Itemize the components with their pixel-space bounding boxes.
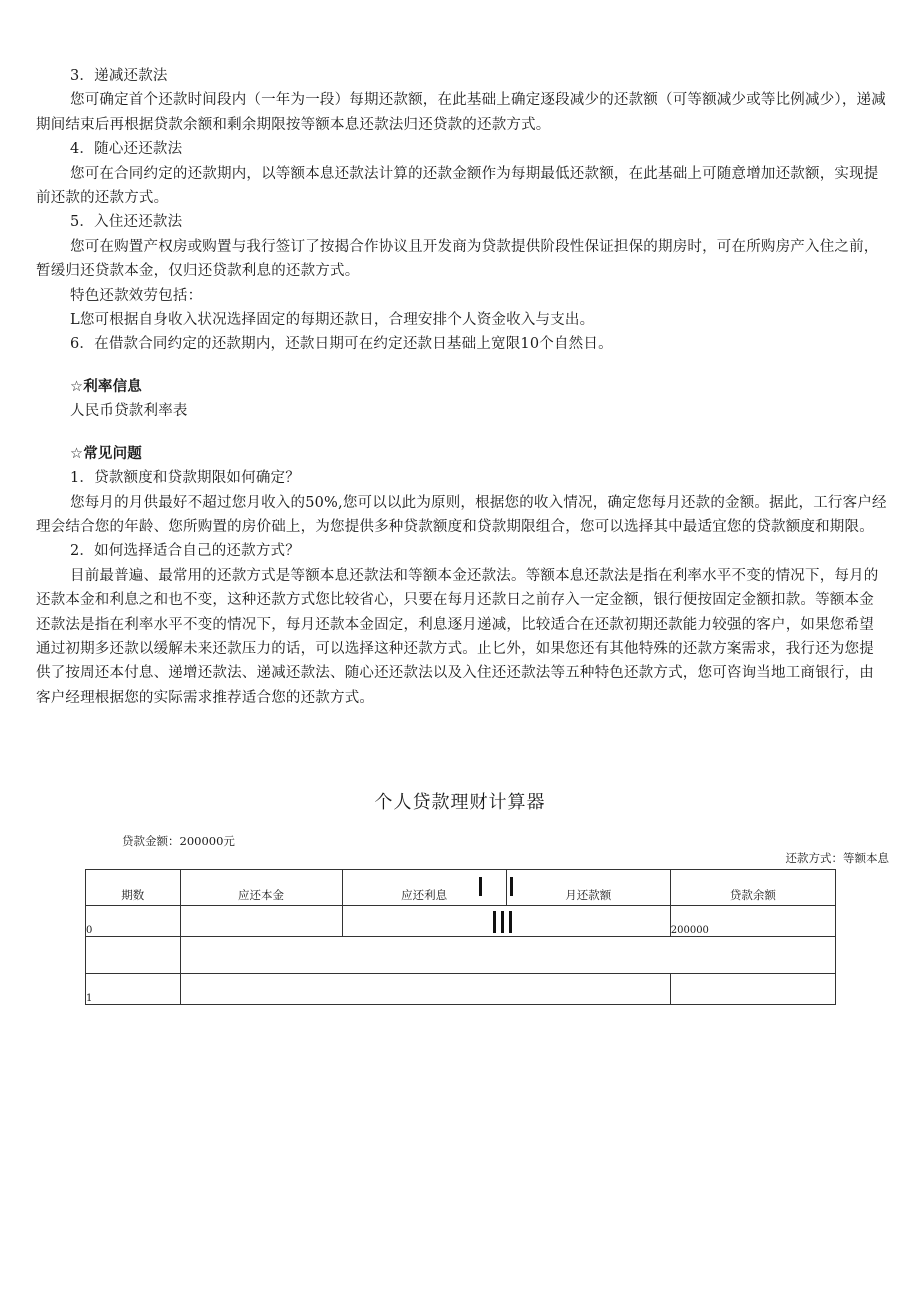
col-interest: 应还利息 xyxy=(342,870,506,906)
col-principal: 应还本金 xyxy=(180,870,342,906)
row0-principal xyxy=(180,906,342,937)
row1-period: 1 xyxy=(86,974,181,1005)
row1-balance xyxy=(670,974,835,1005)
scan-mark xyxy=(479,877,482,896)
faq-heading: ☆常见问题 xyxy=(70,445,142,462)
table-row xyxy=(86,937,836,974)
repay-method-label: 还款方式：等额本息 xyxy=(785,851,889,865)
blank-period xyxy=(86,937,181,974)
faq2-answer: 目前最普遍、最常用的还款方式是等额本息还款法和等额本金还款法。等额本息还款法是指在利率水平不变的情况下，每月的还款本金和利息之和也不变，这种还款方式您比较省心，只要在每月还款日之前存入一定金额，银行便按固定金额扣款。等额本金还款法是指在利率水平不变的情况下，每月还款本金固定，利息逐月递减，比较适合在还款初期还款能力较强的客户，如果您希望通过初期多还款以缓解未来还款压力的话，可以选择这种还款方式。止匕外，如果您还有其他特殊的还款方案需求，我行还为您提供了按周还本付息、递增还款法、递减还款法、随心还还款法以及入住还还款法等五种特色还款方式，您可咨询当地工商银行，由客户经理根据您的实际需求推荐适合您的还款方式。 xyxy=(36,567,879,706)
rate-info-heading: ☆利率信息 xyxy=(70,378,142,395)
col-period: 期数 xyxy=(86,870,181,906)
table-row xyxy=(86,974,836,1005)
method3-text: 您可确定首个还款时间段内（一年为一段）每期还款额，在此基础上确定逐段减少的还款额（可等额减少或等比例减少），递减期间结束后再根据贷款余额和剩余期限按等额本息还款法归还贷款的还款方式。 xyxy=(36,92,886,133)
row0-interest-payment xyxy=(342,906,670,937)
row1-merged-cell xyxy=(180,974,670,1005)
repayment-table xyxy=(85,869,836,1005)
blank-merged-cell xyxy=(180,937,836,974)
col-balance: 贷款余额 xyxy=(670,870,835,906)
calculator-title: 个人贷款理财计算器 xyxy=(374,792,546,813)
method3-title: 3．递减还款法 xyxy=(70,68,168,84)
table-header-row xyxy=(86,870,836,906)
feature-item-1: L您可根据自身收入状况选择固定的每期还款日，合理安排个人资金收入与支出。 xyxy=(70,312,595,329)
rate-table-link[interactable]: 人民币贷款利率表 xyxy=(70,403,188,420)
loan-amount-label: 贷款金额：200000元 xyxy=(122,834,235,848)
scan-mark xyxy=(493,911,496,933)
scan-mark xyxy=(501,911,504,933)
method4-text: 您可在合同约定的还款期内，以等额本息还款法计算的还款金额作为每期最低还款额，在此基础上可随意增加还款额，实现提前还款的还款方式。 xyxy=(36,165,879,207)
scan-mark xyxy=(510,877,513,896)
features-title: 特色还款效劳包括： xyxy=(70,287,203,304)
document-body xyxy=(36,64,888,710)
scan-mark xyxy=(509,911,512,933)
feature-item-2: 6．在借款合同约定的还款期内，还款日期可在约定还款日基础上宽限10个自然日。 xyxy=(70,336,613,353)
col-monthly-payment: 月还款额 xyxy=(506,870,670,906)
method5-title: 5．入住还还款法 xyxy=(70,214,183,231)
faq2-question: 2．如何选择适合自己的还款方式？ xyxy=(70,543,300,560)
method4-title: 4．随心还还款法 xyxy=(70,141,183,158)
method5-text: 您可在购置产权房或购置与我行签订了按揭合作协议且开发商为贷款提供阶段性保证担保的期房时，可在所购房产入住之前，暂缓归还贷款本金，仅归还贷款利息的还款方式。 xyxy=(36,238,879,280)
faq1-question: 1．贷款额度和贷款期限如何确定？ xyxy=(70,470,300,487)
row0-balance: 200000 xyxy=(670,906,835,937)
row0-period: 0 xyxy=(86,906,181,937)
table-row xyxy=(86,906,836,937)
faq1-answer: 您每月的月供最好不超过您月收入的50%,您可以以此为原则，根据您的收入情况，确定您每月还款的金额。据此，工行客户经理会结合您的年龄、您所购置的房价础上，为您提供多种贷款额度和贷款期限组合，您可以选择其中最适宜您的贷款额度和期限。 xyxy=(36,494,887,535)
